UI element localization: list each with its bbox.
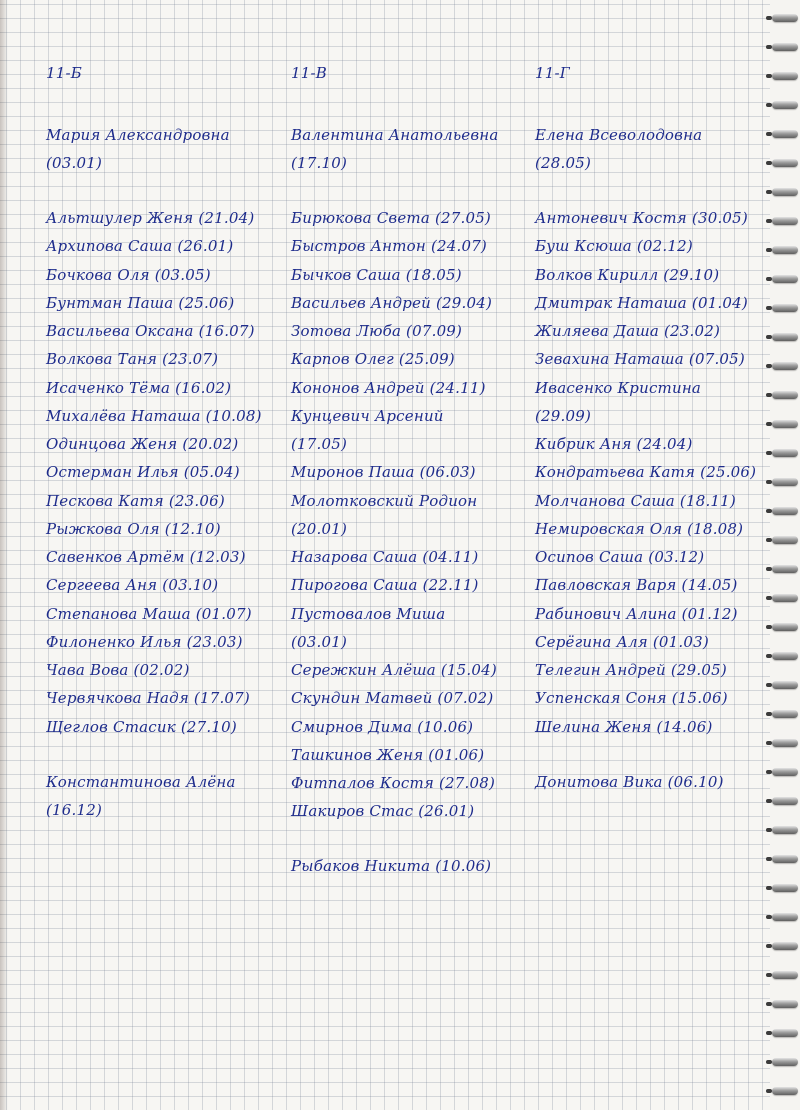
spiral-ring	[772, 449, 798, 457]
student-entry: Миронов Паша (06.03)	[291, 463, 476, 482]
student-entry: Жиляева Даша (23.02)	[535, 322, 721, 340]
student-entry: Пирогова Саша (22.11)	[291, 576, 479, 595]
spiral-ring	[772, 130, 798, 138]
teacher-name: Валентина Анатольевна	[291, 126, 499, 144]
student-entry: Сергеева Аня (03.10)	[46, 576, 219, 595]
teacher-birthday: (03.01)	[46, 154, 103, 172]
spiral-ring	[772, 739, 798, 747]
teacher-name: Елена Всеволодовна	[535, 126, 703, 144]
spiral-ring	[772, 942, 798, 950]
student-list	[291, 204, 497, 826]
student-entry: Буш Ксюша (02.12)	[535, 237, 693, 256]
spiral-ring	[772, 188, 798, 196]
student-entry: Пустовалов Миша	[291, 604, 446, 623]
student-entry: Пескова Катя (23.06)	[46, 491, 225, 510]
student-entry: Шакиров Стас (26.01)	[291, 802, 475, 821]
teacher-birthday: (28.05)	[535, 154, 592, 172]
student-entry: Савенков Артём (12.03)	[46, 548, 246, 566]
student-entry: Чава Вова (02.02)	[46, 661, 190, 679]
student-entry: Кононов Андрей (24.11)	[291, 378, 486, 397]
student-list	[535, 204, 756, 741]
extra-student-block	[291, 852, 491, 880]
student-entry: Степанова Маша (01.07)	[46, 604, 252, 623]
page-edge-shadow	[0, 0, 8, 1110]
teacher-block	[46, 121, 230, 177]
spiral-ring	[772, 623, 798, 631]
student-entry: Молотковский Родион	[291, 491, 478, 510]
spiral-ring	[772, 1087, 798, 1095]
student-entry: Бирюкова Света (27.05)	[291, 209, 491, 227]
student-entry: Ивасенко Кристина	[535, 378, 702, 397]
spiral-ring	[772, 594, 798, 602]
student-entry: Кунцевич Арсений	[291, 406, 444, 425]
extra-student-name: Донитова Вика (06.10)	[535, 773, 724, 791]
student-entry: Бунтман Паша (25.06)	[46, 293, 235, 312]
spiral-ring	[772, 43, 798, 51]
class-header: 11-Б	[46, 64, 82, 82]
student-entry: Филоненко Илья (23.03)	[46, 632, 243, 651]
spiral-ring	[772, 275, 798, 283]
student-entry: Сережкин Алёша (15.04)	[291, 661, 497, 679]
spiral-ring	[772, 507, 798, 515]
student-entry: Фитпалов Костя (27.08)	[291, 774, 496, 792]
extra-student-date: (16.12)	[46, 801, 103, 819]
student-entry: Серёгина Аля (01.03)	[535, 632, 709, 651]
student-entry: Антоневич Костя (30.05)	[535, 209, 748, 227]
student-entry: Остерман Илья (05.04)	[46, 463, 240, 482]
student-entry: Кондратьева Катя (25.06)	[535, 463, 757, 482]
teacher-block	[291, 121, 499, 177]
student-entry: Исаченко Тёма (16.02)	[46, 378, 232, 397]
student-entry: Павловская Варя (14.05)	[535, 576, 738, 595]
extra-student-name: Рыбаков Никита (10.06)	[291, 857, 492, 875]
student-entry: Михалёва Наташа (10.08)	[46, 406, 262, 425]
teacher-name: Мария Александровна	[46, 126, 230, 144]
extra-student-name: Константинова Алёна	[46, 773, 236, 791]
student-entry: Бочкова Оля (03.05)	[46, 265, 211, 284]
student-entry: Молчанова Саша (18.11)	[535, 491, 736, 510]
student-entry: Дмитрак Наташа (01.04)	[535, 293, 748, 312]
spiral-ring	[772, 304, 798, 312]
class-header: 11-Г	[535, 64, 570, 82]
spiral-ring	[772, 797, 798, 805]
student-entry: (03.01)	[291, 632, 348, 651]
spiral-ring	[772, 420, 798, 428]
spiral-ring	[772, 101, 798, 109]
student-entry: Успенская Соня (15.06)	[535, 689, 728, 708]
spiral-ring	[772, 536, 798, 544]
spiral-ring	[772, 913, 798, 921]
spiral-ring	[772, 1000, 798, 1008]
student-entry: Рабинович Алина (01.12)	[535, 604, 738, 623]
student-entry: (17.05)	[291, 435, 348, 453]
student-entry: Альтшулер Женя (21.04)	[46, 209, 255, 227]
spiral-ring	[772, 826, 798, 834]
student-entry: Телегин Андрей (29.05)	[535, 661, 727, 679]
spiral-ring	[772, 1058, 798, 1066]
student-entry: Рыжкова Оля (12.10)	[46, 519, 221, 538]
class-header: 11-В	[291, 64, 327, 82]
student-entry: Быстров Антон (24.07)	[291, 237, 487, 256]
student-entry: Осипов Саша (03.12)	[535, 548, 705, 566]
student-entry: Кибрик Аня (24.04)	[535, 435, 693, 453]
spiral-ring	[772, 217, 798, 225]
teacher-birthday: (17.10)	[291, 154, 348, 172]
student-entry: Васильев Андрей (29.04)	[291, 293, 493, 312]
spiral-ring	[772, 333, 798, 341]
spiral-binding	[770, 0, 800, 1110]
spiral-ring	[772, 855, 798, 863]
spiral-ring	[772, 971, 798, 979]
student-entry: Червячкова Надя (17.07)	[46, 689, 250, 708]
student-entry: Одинцова Женя (20.02)	[46, 435, 239, 453]
extra-student-block	[535, 768, 724, 796]
spiral-ring	[772, 565, 798, 573]
spiral-ring	[772, 159, 798, 167]
spiral-ring	[772, 14, 798, 22]
student-entry: Васильева Оксана (16.07)	[46, 322, 255, 340]
student-entry: Зевахина Наташа (07.05)	[535, 350, 745, 369]
spiral-ring	[772, 246, 798, 254]
spiral-ring	[772, 1029, 798, 1037]
student-entry: Ташкинов Женя (01.06)	[291, 745, 485, 764]
spiral-ring	[772, 652, 798, 660]
spiral-ring	[772, 362, 798, 370]
spiral-ring	[772, 768, 798, 776]
student-entry: Бычков Саша (18.05)	[291, 265, 462, 284]
student-entry: Немировская Оля (18.08)	[535, 519, 744, 538]
extra-student-block	[46, 768, 236, 824]
spiral-ring	[772, 72, 798, 80]
student-entry: (29.09)	[535, 406, 592, 425]
spiral-ring	[772, 478, 798, 486]
student-entry: Щеглов Стасик (27.10)	[46, 717, 237, 736]
student-entry: Шелина Женя (14.06)	[535, 717, 713, 736]
spiral-ring	[772, 391, 798, 399]
spiral-ring	[772, 681, 798, 689]
student-list	[46, 204, 262, 741]
student-entry: Волкова Таня (23.07)	[46, 350, 219, 369]
student-entry: (20.01)	[291, 519, 348, 538]
spiral-ring	[772, 884, 798, 892]
student-entry: Архипова Саша (26.01)	[46, 237, 234, 256]
teacher-block	[535, 121, 702, 177]
student-entry: Смирнов Дима (10.06)	[291, 717, 474, 736]
student-entry: Волков Кирилл (29.10)	[535, 265, 720, 284]
student-entry: Карпов Олег (25.09)	[291, 350, 455, 369]
spiral-ring	[772, 710, 798, 718]
student-entry: Зотова Люба (07.09)	[291, 322, 463, 340]
student-entry: Скундин Матвей (07.02)	[291, 689, 494, 708]
student-entry: Назарова Саша (04.11)	[291, 548, 479, 566]
